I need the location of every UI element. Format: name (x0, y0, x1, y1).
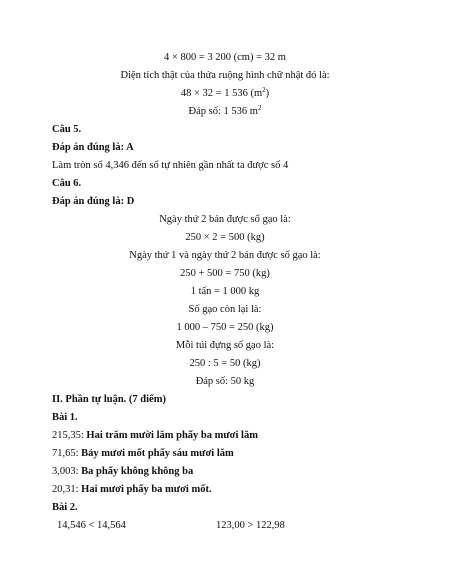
calc-line-area: 48 × 32 = 1 536 $(m^2)$ (180, 86, 270, 99)
bai2-title: Bài 2. (52, 502, 78, 513)
bai1-item (52, 430, 258, 442)
cau6-line: 250 + 500 = 750 (kg) (180, 268, 270, 279)
cau6-final-answer: Đáp số: 50 kg (195, 376, 255, 387)
bai1-words: Bảy mươi mốt phẩy sáu mươi lăm (81, 448, 234, 459)
part2-heading: II. Phần tự luận. (7 điểm) (52, 394, 166, 405)
cau6-line: 250 : 5 = 50 (kg) (189, 358, 261, 369)
bai1-number: 20,31: (52, 484, 82, 495)
bai1-item (52, 466, 193, 478)
cau6-line: 1 tấn = 1 000 kg (190, 286, 260, 297)
bai1-number: 215,35: (52, 430, 87, 441)
bai1-number: 71,65: (52, 448, 82, 459)
cau6-line: Mỗi túi đựng số gạo là: (175, 340, 275, 351)
cau6-line: 1 000 – 750 = 250 (kg) (176, 322, 274, 333)
bai1-words: Hai trăm mười lăm phẩy ba mươi lăm (86, 430, 258, 441)
calc-line-length: 4 × 800 = 3 200 (cm) = 32 m (164, 52, 286, 63)
cau6-line: Ngày thứ 2 bán được số gạo là: (159, 214, 291, 225)
bai1-words: Hai mươi phẩy ba mươi mốt. (81, 484, 212, 495)
cau5-title: Câu 5. (52, 124, 82, 135)
cau6-line: Số gạo còn lại là: (188, 304, 262, 315)
cau6-line: Ngày thứ 1 và ngày thứ 2 bán được số gạo là: (129, 250, 321, 261)
cau5-answer: Đáp án đúng là: A (52, 142, 134, 153)
cau5-explanation: Làm tròn số 4,346 đến số tự nhiên gần nhất ta được số 4 (52, 160, 289, 171)
cau6-answer: Đáp án đúng là: D (52, 196, 135, 207)
bai1-item (52, 448, 234, 460)
bai1-words: Ba phẩy không không ba (81, 466, 194, 477)
bai2-comparison-right: 123,00 > 122,98 (216, 520, 285, 531)
bai1-number: 3,003: (52, 466, 82, 477)
cau6-line: 250 × 2 = 500 (kg) (185, 232, 265, 243)
bai2-comparison-left: 14,546 < 14,564 (57, 520, 126, 531)
bai1-item (52, 484, 212, 496)
bai1-title: Bài 1. (52, 412, 78, 423)
calc-line-area-label: Diện tích thật của thửa ruộng hình chữ nhật đó là: (120, 70, 330, 81)
calc-line-answer: Đáp số: 1 536 $m^2$ (188, 104, 262, 117)
cau6-title: Câu 6. (52, 178, 82, 189)
